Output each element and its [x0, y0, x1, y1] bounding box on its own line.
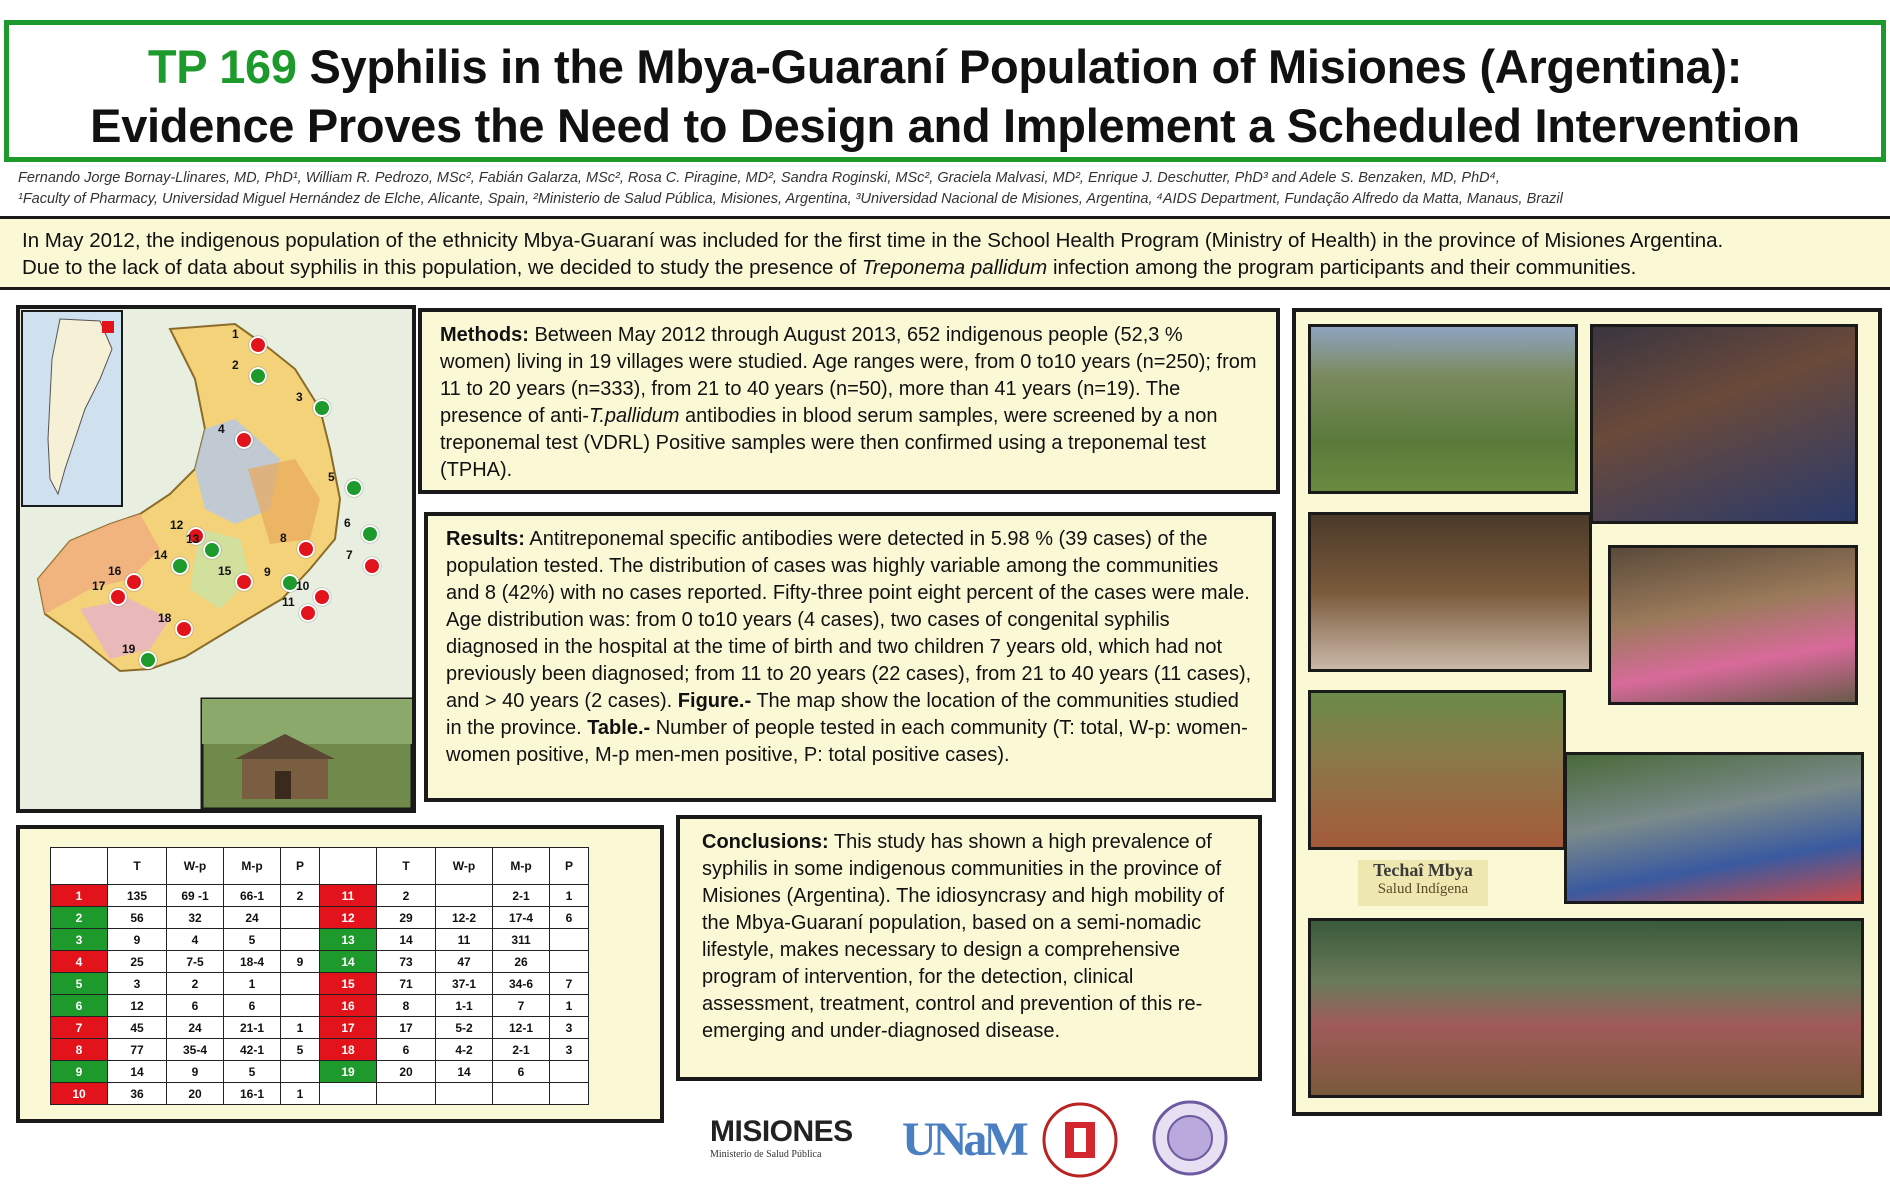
community-number-cell: 15 [320, 973, 377, 995]
amazonas-logo [1150, 1098, 1230, 1178]
table-cell: 6 [224, 995, 281, 1017]
author-names: Fernando Jorge Bornay-Llinares, MD, PhD¹, William R. Pedrozo, MSc², Fabián Galarza, MSc², Rosa C. Piragine, MD², Sandra Roginski, MSc², Graciela Malvasi, MD², Enrique J. Deschutter, PhD³ and Adele S. Benzaken, MD, PhD⁴, [18, 170, 1500, 186]
table-cell: 24 [224, 907, 281, 929]
community-number-cell: 11 [320, 885, 377, 907]
table-cell: 6 [167, 995, 224, 1017]
table-row [51, 907, 589, 929]
map-marker-label: 1 [232, 327, 239, 341]
poster-title-line-2: Evidence Proves the Need to Design and Implement a Scheduled Intervention [90, 99, 1800, 152]
community-number-cell [320, 1083, 377, 1105]
map-marker-label: 4 [218, 422, 225, 436]
table-cell: 14 [377, 929, 436, 951]
school-photo [1308, 512, 1592, 672]
table-header-cell: W-p [167, 848, 224, 885]
table-cell: 5 [281, 1039, 320, 1061]
methods-text-end: antibodies in blood serum samples, were screened by a non treponemal test (VDRL) Positive samples were then confirmed using a treponemal test (TPHA). [440, 405, 1218, 481]
table-cell: 36 [108, 1083, 167, 1105]
map-marker [249, 336, 267, 354]
table-cell [281, 1061, 320, 1083]
map-marker [299, 604, 317, 622]
community-number-cell: 9 [51, 1061, 108, 1083]
conclusions-heading: Conclusions: [702, 831, 829, 853]
methods-box [418, 308, 1280, 494]
table-cell: 12 [108, 995, 167, 1017]
table-cell: 2 [377, 885, 436, 907]
table-cell: 135 [108, 885, 167, 907]
table-cell: 16-1 [224, 1083, 281, 1105]
table-header-cell [320, 848, 377, 885]
table-cell: 37-1 [436, 973, 493, 995]
author-affiliations: ¹Faculty of Pharmacy, Universidad Miguel Hernández de Elche, Alicante, Spain, ²Ministerio de Salud Pública, Misiones, Argentina, ³Universidad Nacional de Misiones, Argentina, ⁴AIDS Department, Fundação Alfredo da Matta, Manaus, Brazil [18, 191, 1563, 207]
table-cell: 29 [377, 907, 436, 929]
map-marker [171, 557, 189, 575]
community-table [50, 847, 589, 1105]
table-cell: 1 [224, 973, 281, 995]
intro-italic: Treponema pallidum [861, 256, 1048, 279]
intro-line-1: In May 2012, the indigenous population of the ethnicity Mbya-Guaraní was included for the first time in the School Health Program (Ministry of Health) in the province of Misiones Argentina. [22, 229, 1724, 252]
map-marker-label: 5 [328, 470, 335, 484]
methods-italic: T.pallidum [588, 405, 680, 427]
table-cell: 14 [108, 1061, 167, 1083]
table-cell [281, 907, 320, 929]
table-cell [281, 995, 320, 1017]
table-cell: 4 [167, 929, 224, 951]
community-number-cell: 3 [51, 929, 108, 951]
community-number-cell: 4 [51, 951, 108, 973]
table-cell: 42-1 [224, 1039, 281, 1061]
authors-block [18, 168, 1878, 210]
table-cell: 18-4 [224, 951, 281, 973]
table-cell: 7 [550, 973, 589, 995]
table-cell: 9 [281, 951, 320, 973]
map-marker-label: 12 [170, 518, 184, 532]
table-cell: 66-1 [224, 885, 281, 907]
table-cell [550, 929, 589, 951]
map-marker [313, 588, 331, 606]
map-marker [235, 573, 253, 591]
title-text-1: Syphilis in the Mbya-Guaraní Population of Misiones (Argentina): [309, 40, 1743, 93]
table-row [51, 1061, 589, 1083]
table-cell [436, 1083, 493, 1105]
table-cell: 311 [493, 929, 550, 951]
table-cell: 73 [377, 951, 436, 973]
table-cell [281, 973, 320, 995]
map-marker-label: 3 [296, 390, 303, 404]
table-cell: 2-1 [493, 885, 550, 907]
methods-heading: Methods: [440, 324, 529, 346]
community-number-cell: 8 [51, 1039, 108, 1061]
table-cell: 20 [167, 1083, 224, 1105]
methods-text: Between May 2012 through August 2013, 652 indigenous people (52,3 % women) living in 19 villages were studied. Age ranges were, from 0 to10 years (n=250); from 11 to 20 years (n=333), from 21 to 40 years (n=50), more than 41 years (n=19). The presence of anti- [440, 324, 1257, 427]
table-cell: 5 [224, 929, 281, 951]
table-cell: 3 [550, 1017, 589, 1039]
table-header-cell: T [377, 848, 436, 885]
techai-mbya-label [1358, 860, 1488, 906]
map-marker-label: 19 [122, 642, 136, 656]
table-header-cell: P [281, 848, 320, 885]
results-box [424, 512, 1276, 802]
mother-child-photo [1608, 545, 1858, 705]
table-cell: 1 [281, 1083, 320, 1105]
map-marker-label: 17 [92, 579, 106, 593]
table-text: Number of people tested in each community (T: total, W-p: women-women positive, M-p men-men positive, P: total positive cases). [446, 717, 1248, 766]
map-marker-label: 16 [108, 564, 122, 578]
map-marker [139, 651, 157, 669]
misiones-logo-sub: Ministerio de Salud Pública [710, 1149, 822, 1160]
table-cell: 6 [377, 1039, 436, 1061]
community-number-cell: 18 [320, 1039, 377, 1061]
map-marker [345, 479, 363, 497]
map-marker [313, 399, 331, 417]
map-marker-label: 13 [186, 532, 200, 546]
table-cell: 12-1 [493, 1017, 550, 1039]
results-text: Antitreponemal specific antibodies were detected in 5.98 % (39 cases) of the population tested. The distribution of cases was highly variable among the communities and 8 (42%) with no cases reported. Fifty-three point eight percent of the cases were male. Age distribution was: from 0 to10 years (4 cases), two cases of congenital syphilis diagnosed in the hospital at the time of birth and two children 7 years old, which had not previously been diagnosed; from 11 to 20 years (22 cases), from 21 to 40 years (11 cases), and > 40 years (2 cases). [446, 528, 1252, 712]
umh-logo [1040, 1100, 1120, 1180]
table-cell [550, 951, 589, 973]
map-panel [16, 305, 416, 813]
crowd-photo [1308, 918, 1864, 1098]
table-cell: 69 -1 [167, 885, 224, 907]
children-road-photo [1308, 690, 1566, 850]
table-cell [281, 929, 320, 951]
table-row [51, 929, 589, 951]
intro-text: Due to the lack of data about syphilis in this population, we decided to study the presence of [22, 256, 862, 279]
table-cell: 6 [493, 1061, 550, 1083]
intro-line-2 [22, 254, 1890, 281]
table-cell: 1 [281, 1017, 320, 1039]
table-header-cell: W-p [436, 848, 493, 885]
map-marker [297, 540, 315, 558]
unam-logo: UNaM [902, 1113, 1025, 1166]
community-number-cell: 1 [51, 885, 108, 907]
map-marker [203, 541, 221, 559]
table-cell: 4-2 [436, 1039, 493, 1061]
table-cell: 2-1 [493, 1039, 550, 1061]
amazonas-seal-icon [1150, 1098, 1230, 1178]
map-marker [235, 431, 253, 449]
table-cell [550, 1061, 589, 1083]
figure-text: The map show the location of the communities studied in the province. [446, 690, 1239, 739]
table-row [51, 1083, 589, 1105]
community-number-cell: 10 [51, 1083, 108, 1105]
poster-title-line-1 [9, 39, 1881, 94]
table-cell: 24 [167, 1017, 224, 1039]
map-marker-label: 9 [264, 565, 271, 579]
table-cell: 5 [224, 1061, 281, 1083]
table-cell: 7 [493, 995, 550, 1017]
map-marker [125, 573, 143, 591]
poster-title-box [4, 20, 1886, 162]
table-cell: 8 [377, 995, 436, 1017]
table-cell: 34-6 [493, 973, 550, 995]
table-cell [493, 1083, 550, 1105]
table-header-cell: T [108, 848, 167, 885]
table-cell: 26 [493, 951, 550, 973]
table-cell [436, 885, 493, 907]
community-number-cell: 14 [320, 951, 377, 973]
table-header-cell [51, 848, 108, 885]
map-marker [361, 525, 379, 543]
table-header-cell: P [550, 848, 589, 885]
community-number-cell: 17 [320, 1017, 377, 1039]
misiones-logo [710, 1115, 870, 1175]
table-cell: 9 [167, 1061, 224, 1083]
table-header-cell: M-p [493, 848, 550, 885]
map-marker-label: 14 [154, 548, 168, 562]
table-cell: 25 [108, 951, 167, 973]
table-row [51, 995, 589, 1017]
table-cell: 47 [436, 951, 493, 973]
intro-band [0, 216, 1890, 290]
table-header-row [51, 848, 589, 885]
figure-heading: Figure.- [677, 690, 752, 712]
table-cell: 3 [550, 1039, 589, 1061]
intro-text-end: infection among the program participants and their communities. [1047, 256, 1637, 279]
caption-line-2: Salud Indígena [1377, 881, 1469, 897]
table-cell [377, 1083, 436, 1105]
community-group-photo [1564, 752, 1864, 904]
map-marker-label: 10 [296, 579, 310, 593]
table-cell: 17 [377, 1017, 436, 1039]
community-number-cell: 16 [320, 995, 377, 1017]
results-heading: Results: [446, 528, 525, 550]
photo-panel [1292, 308, 1882, 1116]
table-cell: 35-4 [167, 1039, 224, 1061]
table-cell: 7-5 [167, 951, 224, 973]
table-row [51, 885, 589, 907]
table-cell: 14 [436, 1061, 493, 1083]
table-cell: 32 [167, 907, 224, 929]
table-cell: 77 [108, 1039, 167, 1061]
table-cell: 5-2 [436, 1017, 493, 1039]
community-number-cell: 12 [320, 907, 377, 929]
table-cell: 11 [436, 929, 493, 951]
table-cell: 1 [550, 995, 589, 1017]
map-marker-label: 7 [346, 548, 353, 562]
table-row [51, 973, 589, 995]
table-cell: 21-1 [224, 1017, 281, 1039]
table-cell: 3 [108, 973, 167, 995]
community-table-box [16, 825, 664, 1123]
table-cell: 1 [550, 885, 589, 907]
table-row [51, 1039, 589, 1061]
table-heading: Table.- [587, 717, 651, 739]
umh-seal-icon [1040, 1100, 1120, 1180]
province-map [20, 309, 412, 809]
conclusions-text: This study has shown a high prevalence of syphilis in some indigenous communities in the province of Misiones (Argentina). The idiosyncrasy and high mobility of the Mbya-Guaraní population, based on a semi-nomadic lifestyle, makes necessary to design a comprehensive program of intervention, for the detection, clinical assessment, treatment, control and prevention of this re-emerging and under-diagnosed disease. [702, 831, 1225, 1042]
table-header-cell: M-p [224, 848, 281, 885]
table-cell: 9 [108, 929, 167, 951]
map-marker [109, 588, 127, 606]
table-cell: 1-1 [436, 995, 493, 1017]
community-number-cell: 5 [51, 973, 108, 995]
table-cell: 6 [550, 907, 589, 929]
map-marker-label: 18 [158, 611, 172, 625]
landscape-photo [1308, 324, 1578, 494]
community-number-cell: 19 [320, 1061, 377, 1083]
caption-line-1: Techaî Mbya [1373, 860, 1473, 880]
map-marker [249, 367, 267, 385]
table-row [51, 1017, 589, 1039]
table-cell: 2 [281, 885, 320, 907]
conclusions-box [676, 815, 1262, 1081]
map-marker-label: 2 [232, 358, 239, 372]
map-marker [175, 620, 193, 638]
map-marker-label: 15 [218, 564, 232, 578]
table-cell: 71 [377, 973, 436, 995]
map-marker-label: 8 [280, 531, 287, 545]
community-number-cell: 2 [51, 907, 108, 929]
community-number-cell: 6 [51, 995, 108, 1017]
map-marker-label: 11 [282, 595, 295, 609]
table-cell: 45 [108, 1017, 167, 1039]
table-cell: 17-4 [493, 907, 550, 929]
table-cell: 56 [108, 907, 167, 929]
group-photo-indoor [1590, 324, 1858, 524]
map-marker-label: 6 [344, 516, 351, 530]
table-row [51, 951, 589, 973]
table-cell: 2 [167, 973, 224, 995]
misiones-logo-text: MISIONES [710, 1115, 853, 1148]
community-number-cell: 7 [51, 1017, 108, 1039]
community-number-cell: 13 [320, 929, 377, 951]
map-marker [363, 557, 381, 575]
table-cell: 12-2 [436, 907, 493, 929]
table-cell: 20 [377, 1061, 436, 1083]
poster-code: TP 169 [147, 40, 297, 93]
table-cell [550, 1083, 589, 1105]
